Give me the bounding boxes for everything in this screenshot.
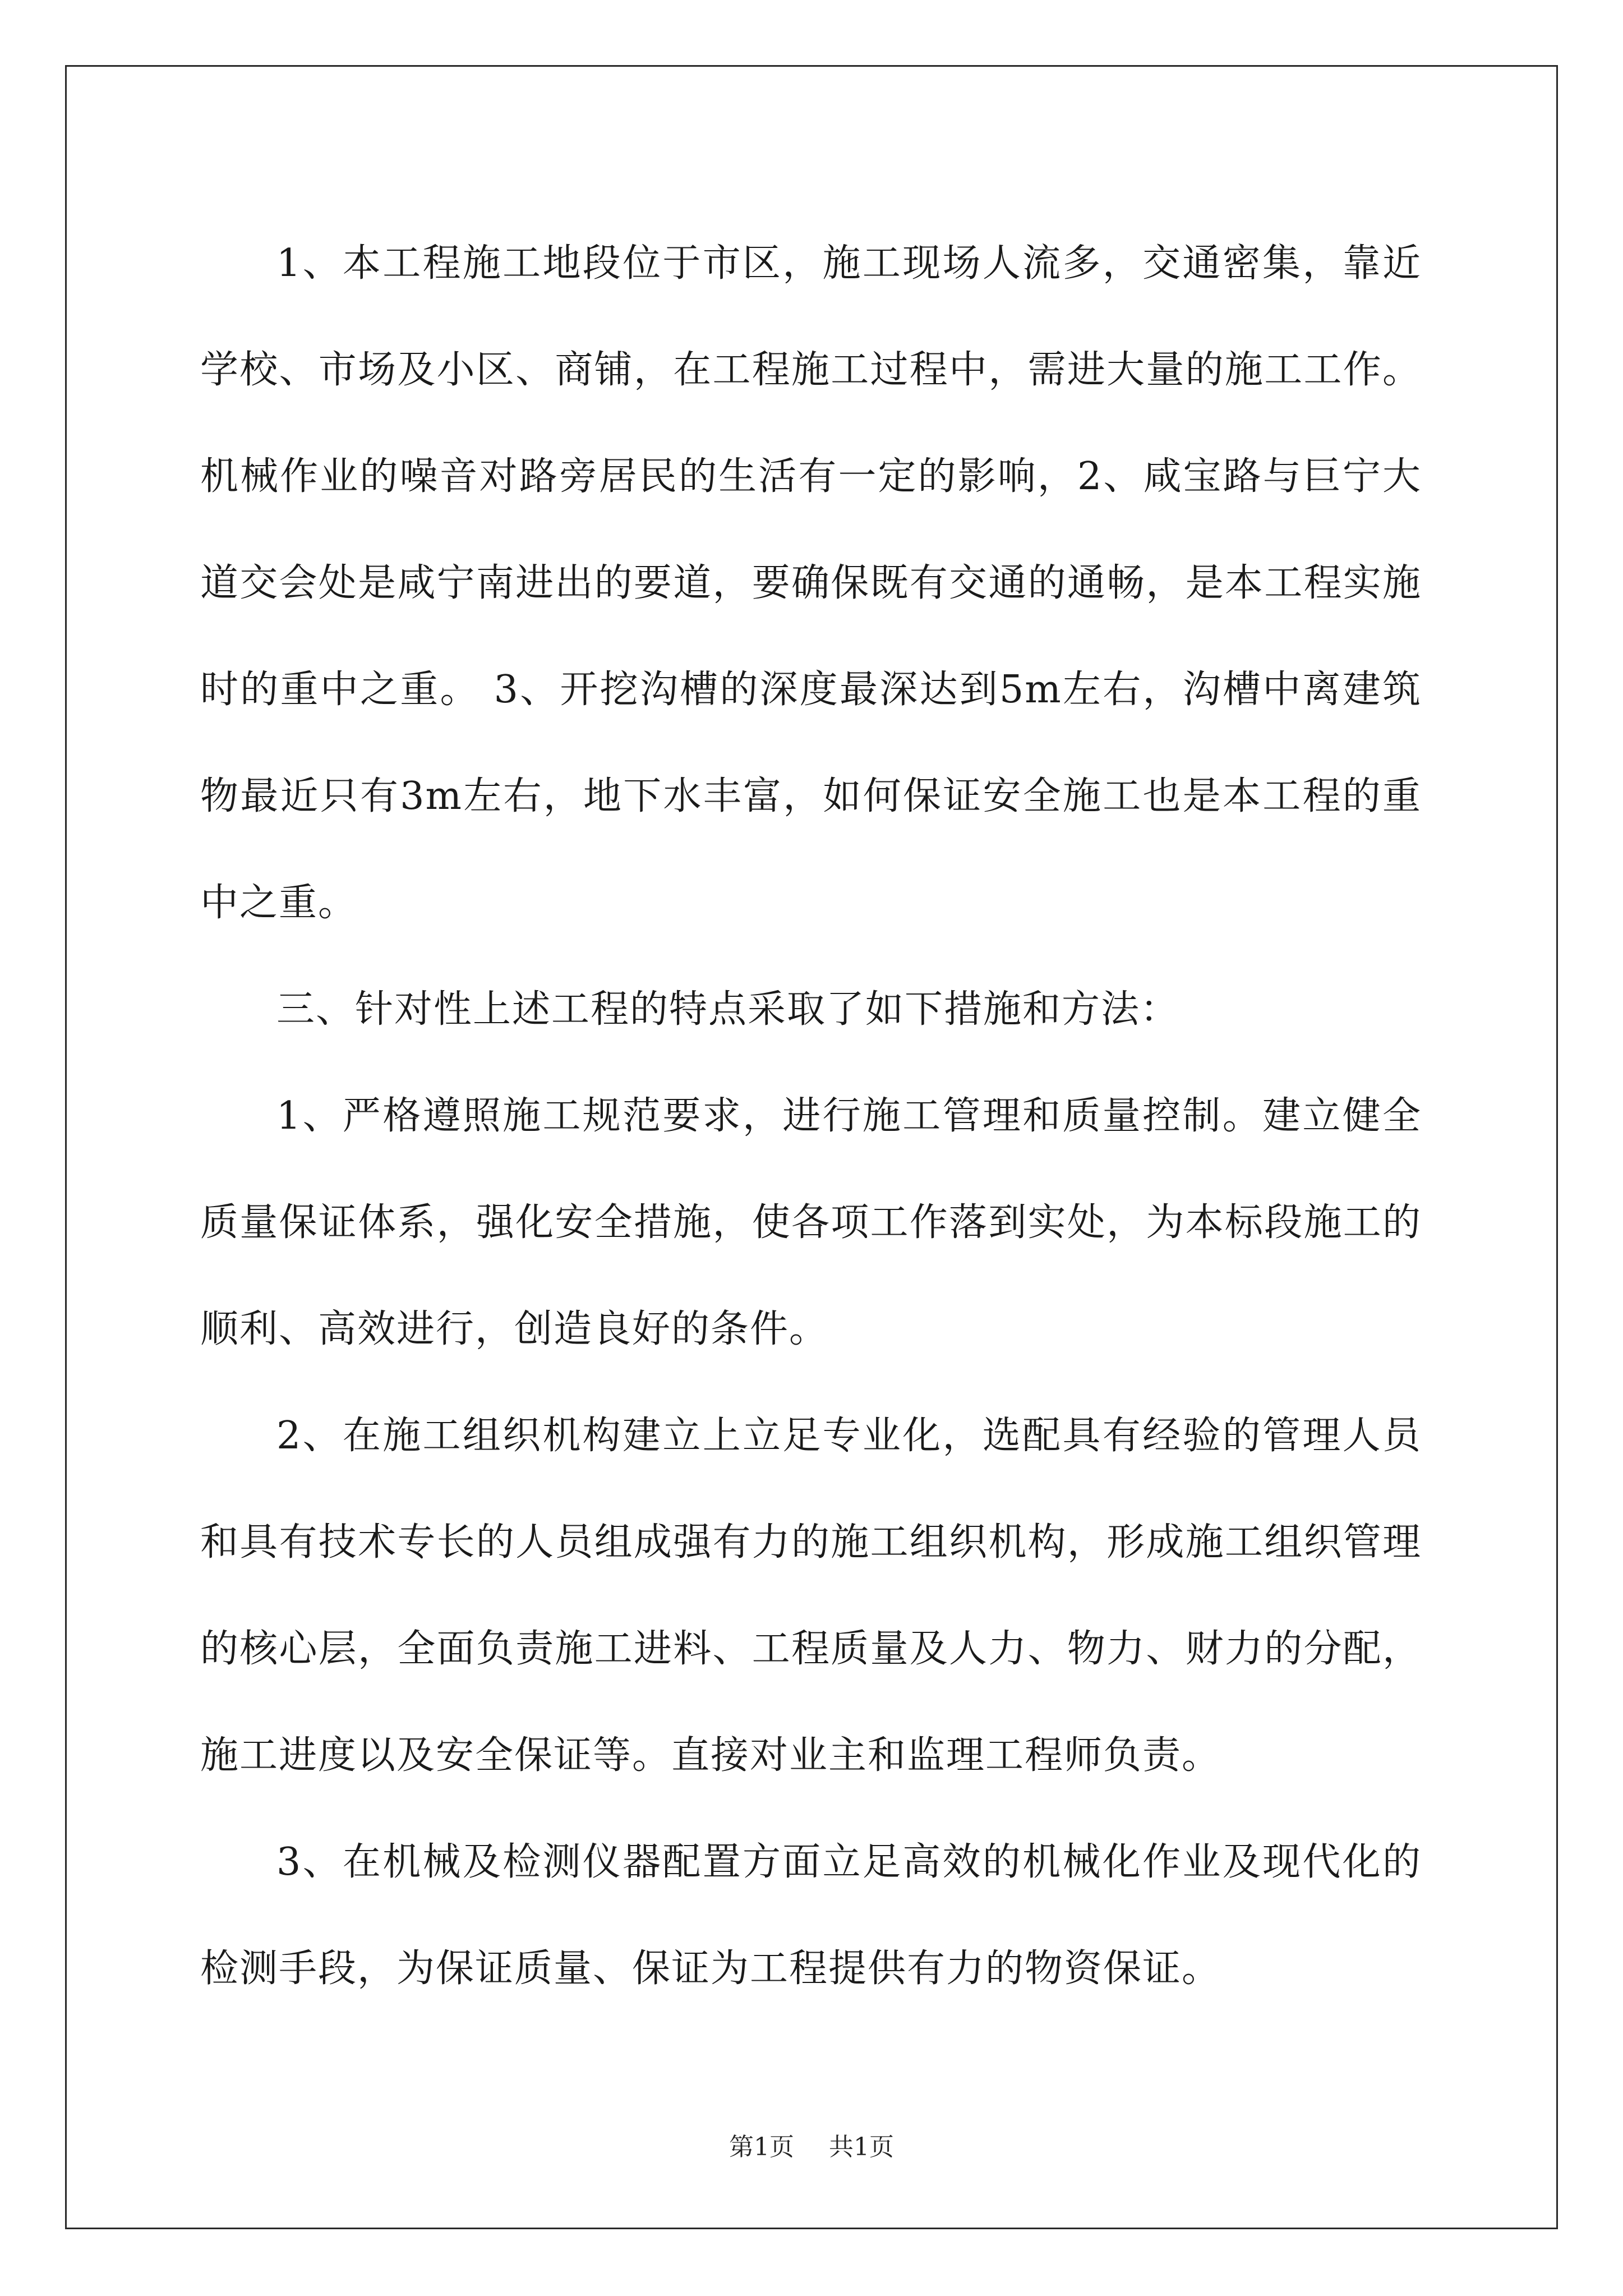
page-number-total: 共1页 xyxy=(829,2133,894,2161)
document-body xyxy=(200,210,1422,2022)
paragraph-measure-3: 3、在机械及检测仪器配置方面立足高效的机械化作业及现代化的检测手段，为保证质量、保证为工程提供有力的物资保证。 xyxy=(200,1840,1422,1991)
paragraph-project-difficulties: 1、本工程施工地段位于市区，施工现场人流多，交通密集，靠近学校、市场及小区、商铺，在工程施工过程中，需进大量的施工工作。机械作业的噪音对路旁居民的生活有一定的影响，2、咸宝路与巨宁大道交会处是咸宁南进出的要道，要确保既有交通的通畅，是本工程实施时的重中之重。 3、开挖沟槽的深度最深达到5m左右，沟槽中离建筑物最近只有3m左右，地下水丰富，如何保证安全施工也是本工程的重中之重。 xyxy=(200,241,1422,925)
paragraph-measure-2: 2、在施工组织机构建立上立足专业化，选配具有经验的管理人员和具有技术专长的人员组成强有力的施工组织机构，形成施工组织管理的核心层，全面负责施工进料、工程质量及人力、物力、财力的分配，施工进度以及安全保证等。直接对业主和监理工程师负责。 xyxy=(200,1414,1422,1778)
paragraph-section-three-heading: 三、针对性上述工程的特点采取了如下措施和方法： xyxy=(276,987,1180,1032)
page-number-current: 第1页 xyxy=(729,2133,794,2161)
page-footer xyxy=(0,2131,1623,2164)
paragraph-measure-1: 1、严格遵照施工规范要求，进行施工管理和质量控制。建立健全质量保证体系，强化安全措施，使各项工作落到实处，为本标段施工的顺利、高效进行，创造良好的条件。 xyxy=(200,1094,1422,1351)
